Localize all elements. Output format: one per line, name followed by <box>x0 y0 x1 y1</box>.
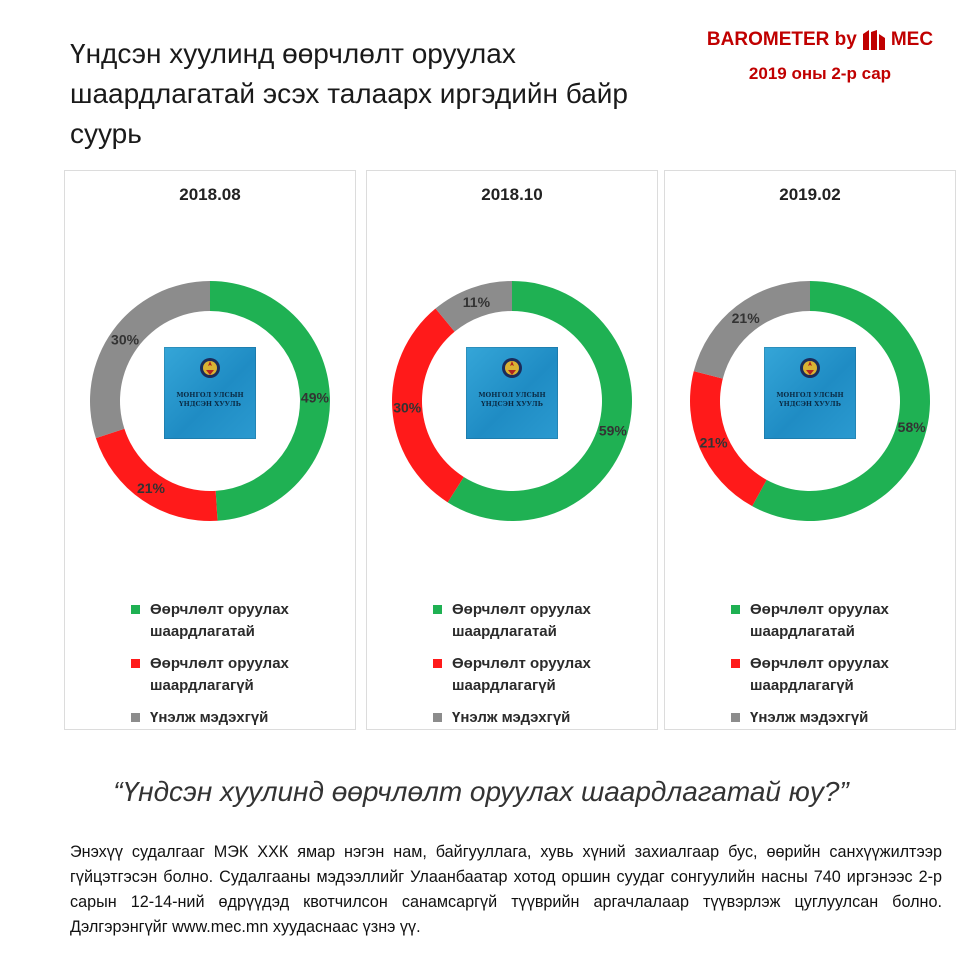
charts-area <box>64 170 960 732</box>
chart-panel <box>664 170 956 730</box>
donut-slice <box>96 429 218 521</box>
legend-label: Өөрчлөлт оруулах шаардлагагүй <box>750 655 889 694</box>
chart-legend <box>131 599 341 739</box>
brand-name: BAROMETER by <box>706 29 857 50</box>
constitution-book-icon <box>764 347 856 439</box>
slice-label: 21% <box>731 310 760 327</box>
mec-logo-icon <box>861 28 887 52</box>
legend-label: Үнэлж мэдэхгүй <box>150 709 269 726</box>
emblem-icon <box>199 356 221 380</box>
legend-swatch <box>731 659 740 668</box>
slice-label: 30% <box>111 331 140 348</box>
constitution-book-icon <box>164 347 256 439</box>
legend-label: Үнэлж мэдэхгүй <box>452 709 571 726</box>
slice-label: 30% <box>393 399 422 416</box>
legend-label: Өөрчлөлт оруулах шаардлагатай <box>750 601 889 640</box>
chart-title: 2019.02 <box>779 185 841 204</box>
legend-item <box>731 653 941 697</box>
chart-legend <box>731 599 941 739</box>
book-title-line2: ҮНДСЭН ХУУЛЬ <box>178 400 241 408</box>
book-title <box>470 391 554 409</box>
legend-swatch <box>731 605 740 614</box>
legend-label: Өөрчлөлт оруулах шаардлагагүй <box>150 655 289 694</box>
legend-swatch <box>433 713 442 722</box>
emblem-icon <box>501 356 523 380</box>
legend-item <box>433 599 643 643</box>
legend-swatch <box>433 605 442 614</box>
legend-item <box>131 707 341 729</box>
book-title-line2: ҮНДСЭН ХУУЛЬ <box>778 400 841 408</box>
emblem-icon <box>799 356 821 380</box>
chart-title: 2018.10 <box>481 185 543 204</box>
legend-item <box>433 653 643 697</box>
book-title <box>168 391 252 409</box>
legend-swatch <box>433 659 442 668</box>
slice-label: 11% <box>462 294 491 311</box>
survey-question: “Үндсэн хуулинд өөрчлөлт оруулах шаардлагатай юу?” <box>113 776 849 807</box>
slice-label: 49% <box>300 389 329 406</box>
book-title-line1: МОНГОЛ УЛСЫН <box>176 391 244 399</box>
book-title-line1: МОНГОЛ УЛСЫН <box>776 391 844 399</box>
legend-item <box>433 707 643 729</box>
slice-label: 21% <box>699 434 728 451</box>
chart-title: 2018.08 <box>179 185 241 204</box>
legend-item <box>731 707 941 729</box>
legend-item <box>131 653 341 697</box>
book-title-line2: ҮНДСЭН ХУУЛЬ <box>480 400 543 408</box>
page-title: Үндсэн хуулинд өөрчлөлт оруулах шаардлагатай эсэх талаарх иргэдийн байр суурь <box>70 38 628 149</box>
book-title-line1: МОНГОЛ УЛСЫН <box>478 391 546 399</box>
legend-swatch <box>131 713 140 722</box>
chart-panel <box>366 170 658 730</box>
legend-label: Үнэлж мэдэхгүй <box>750 709 869 726</box>
slice-label: 58% <box>897 419 926 436</box>
slice-label: 21% <box>136 479 165 496</box>
legend-label: Өөрчлөлт оруулах шаардлагагүй <box>452 655 591 694</box>
legend-label: Өөрчлөлт оруулах шаардлагатай <box>452 601 591 640</box>
brand-logo-text: MEC <box>890 29 934 50</box>
legend-swatch <box>131 605 140 614</box>
constitution-book-icon <box>466 347 558 439</box>
legend-label: Өөрчлөлт оруулах шаардлагатай <box>150 601 289 640</box>
legend-item <box>731 599 941 643</box>
book-title <box>768 391 852 409</box>
legend-swatch <box>131 659 140 668</box>
chart-legend <box>433 599 643 739</box>
legend-swatch <box>731 713 740 722</box>
chart-panel <box>64 170 356 730</box>
brand-period: 2019 оны 2-р сар <box>748 64 892 83</box>
legend-item <box>131 599 341 643</box>
slice-label: 59% <box>598 422 627 439</box>
brand-block <box>700 28 940 84</box>
survey-description: Энэхүү судалгааг МЭК ХХК ямар нэгэн нам, байгууллага, хувь хүний захиалгаар бус, өөрийн санхүүжилтээр гүйцэтгэсэн болно. Судалгааны мэдээллийг Улаанбаатар хотод оршин суудаг сонгуулийн насны 740 иргэнээс 2-р сарын 12-14-ний өдрүүдэд квотчилсон санамсаргүй түүврийн аргачлалаар түүвэрлэж цуглуулсан болно. Дэлгэрэнгүйг www.mec.mn хуудаснаас үзнэ үү. <box>70 843 942 936</box>
